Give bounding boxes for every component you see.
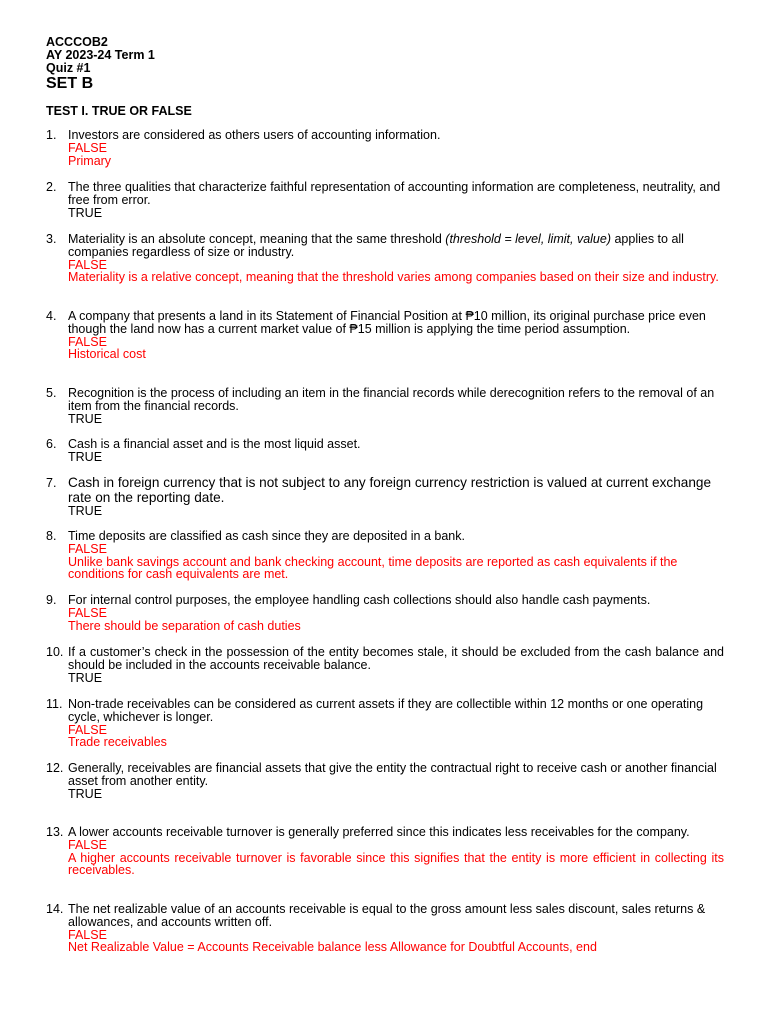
- question-number: 5.: [46, 386, 57, 400]
- question-number: 11.: [46, 697, 63, 711]
- course-code: ACCCOB2: [46, 35, 108, 49]
- answer-label: TRUE: [68, 504, 103, 518]
- question-number: 2.: [46, 180, 57, 194]
- answer-label: FALSE: [68, 334, 107, 349]
- question-item: [46, 387, 724, 425]
- answer-explanation: There should be separation of cash duties: [68, 618, 301, 633]
- question-number: 9.: [46, 593, 57, 607]
- question-statement: The three qualities that characterize faithful representation of accounting information are completeness, neutrality, and free from error.: [68, 180, 721, 207]
- answer-label: FALSE: [68, 605, 107, 620]
- question-item: [46, 129, 724, 167]
- answer-explanation: Historical cost: [68, 347, 146, 362]
- question-number: 6.: [46, 437, 57, 451]
- answer-label: FALSE: [68, 541, 107, 556]
- answer-explanation: A higher accounts receivable turnover is favorable since this signifies that the entity is more efficient in collecting its receivables.: [68, 850, 724, 878]
- answer-label: TRUE: [68, 205, 103, 220]
- question-statement: For internal control purposes, the employee handling cash collections should also handle cash payments.: [68, 593, 651, 607]
- question-item: [46, 594, 724, 632]
- section-title: TEST I. TRUE OR FALSE: [46, 104, 192, 118]
- answer-explanation: Primary: [68, 153, 112, 168]
- question-number: 4.: [46, 309, 57, 323]
- answer-explanation: Net Realizable Value = Accounts Receivable balance less Allowance for Doubtful Accounts, end: [68, 940, 597, 955]
- question-number: 10.: [46, 645, 64, 659]
- question-item: [46, 698, 724, 749]
- question-item: [46, 181, 724, 219]
- quiz-label: Quiz #1: [46, 61, 91, 75]
- answer-label: TRUE: [68, 411, 103, 426]
- question-statement: If a customer’s check in the possession of the entity becomes stale, it should be excluded from the cash balance and should be included in the accounts receivable balance.: [68, 645, 724, 672]
- question-item: [46, 233, 724, 284]
- question-item: [46, 646, 724, 684]
- statement-text: applies to all companies regardless of size or industry.: [68, 232, 684, 259]
- question-item: [46, 476, 724, 518]
- question-statement: Non-trade receivables can be considered as current assets if they are collectible within 12 months or one operating cycle, whichever is longer.: [68, 697, 704, 724]
- question-statement: Cash in foreign currency that is not subject to any foreign currency restriction is valued at current exchange rate on the reporting date.: [68, 475, 712, 505]
- question-statement: A company that presents a land in its Statement of Financial Position at ₱10 million, its original purchase price even though the land now has a current market value of ₱15 million is applying the time period assumption.: [68, 309, 706, 336]
- set-label: SET B: [46, 75, 94, 92]
- question-item: [46, 762, 724, 800]
- statement-text: Materiality is an absolute concept, meaning that the same threshold: [68, 232, 446, 246]
- question-number: 8.: [46, 529, 57, 543]
- question-statement: Generally, receivables are financial assets that give the entity the contractual right to receive cash or another financial asset from another entity.: [68, 761, 717, 788]
- question-item: [46, 530, 724, 581]
- question-item: [46, 903, 724, 954]
- question-number: 1.: [46, 128, 57, 142]
- answer-label: FALSE: [68, 257, 107, 272]
- answer-explanation: Trade receivables: [68, 735, 167, 750]
- question-statement: [68, 233, 724, 259]
- answer-label: TRUE: [68, 449, 103, 464]
- question-number: 14.: [46, 902, 64, 916]
- term-label: AY 2023-24 Term 1: [46, 48, 155, 62]
- question-number: 12.: [46, 761, 64, 775]
- quiz-header: [46, 36, 155, 93]
- statement-emphasis: (threshold = level, limit, value): [445, 232, 611, 246]
- answer-explanation: Unlike bank savings account and bank checking account, time deposits are reported as cash equivalents if the conditions for cash equivalents are met.: [68, 554, 678, 582]
- answer-label: FALSE: [68, 722, 107, 737]
- answer-label: FALSE: [68, 140, 107, 155]
- question-statement: The net realizable value of an accounts receivable is equal to the gross amount less sales discount, sales returns & allowances, and accounts written off.: [68, 902, 706, 929]
- question-statement: Investors are considered as others users of accounting information.: [68, 128, 441, 142]
- question-item: [46, 310, 724, 361]
- question-statement: A lower accounts receivable turnover is generally preferred since this indicates less receivables for the company.: [68, 825, 690, 839]
- question-number: 3.: [46, 232, 57, 246]
- answer-label: FALSE: [68, 837, 107, 852]
- question-statement: Recognition is the process of including an item in the financial records while derecognition refers to the removal of an item from the financial records.: [68, 386, 715, 413]
- question-number: 7.: [46, 476, 57, 490]
- question-statement: Cash is a financial asset and is the most liquid asset.: [68, 437, 361, 451]
- answer-label: TRUE: [68, 786, 103, 801]
- question-statement: Time deposits are classified as cash since they are deposited in a bank.: [68, 529, 465, 543]
- answer-explanation: Materiality is a relative concept, meaning that the threshold varies among companies based on their size and industry.: [68, 270, 719, 285]
- answer-label: FALSE: [68, 927, 107, 942]
- answer-label: TRUE: [68, 670, 103, 685]
- question-item: [46, 826, 724, 877]
- question-number: 13.: [46, 825, 64, 839]
- question-item: [46, 438, 724, 464]
